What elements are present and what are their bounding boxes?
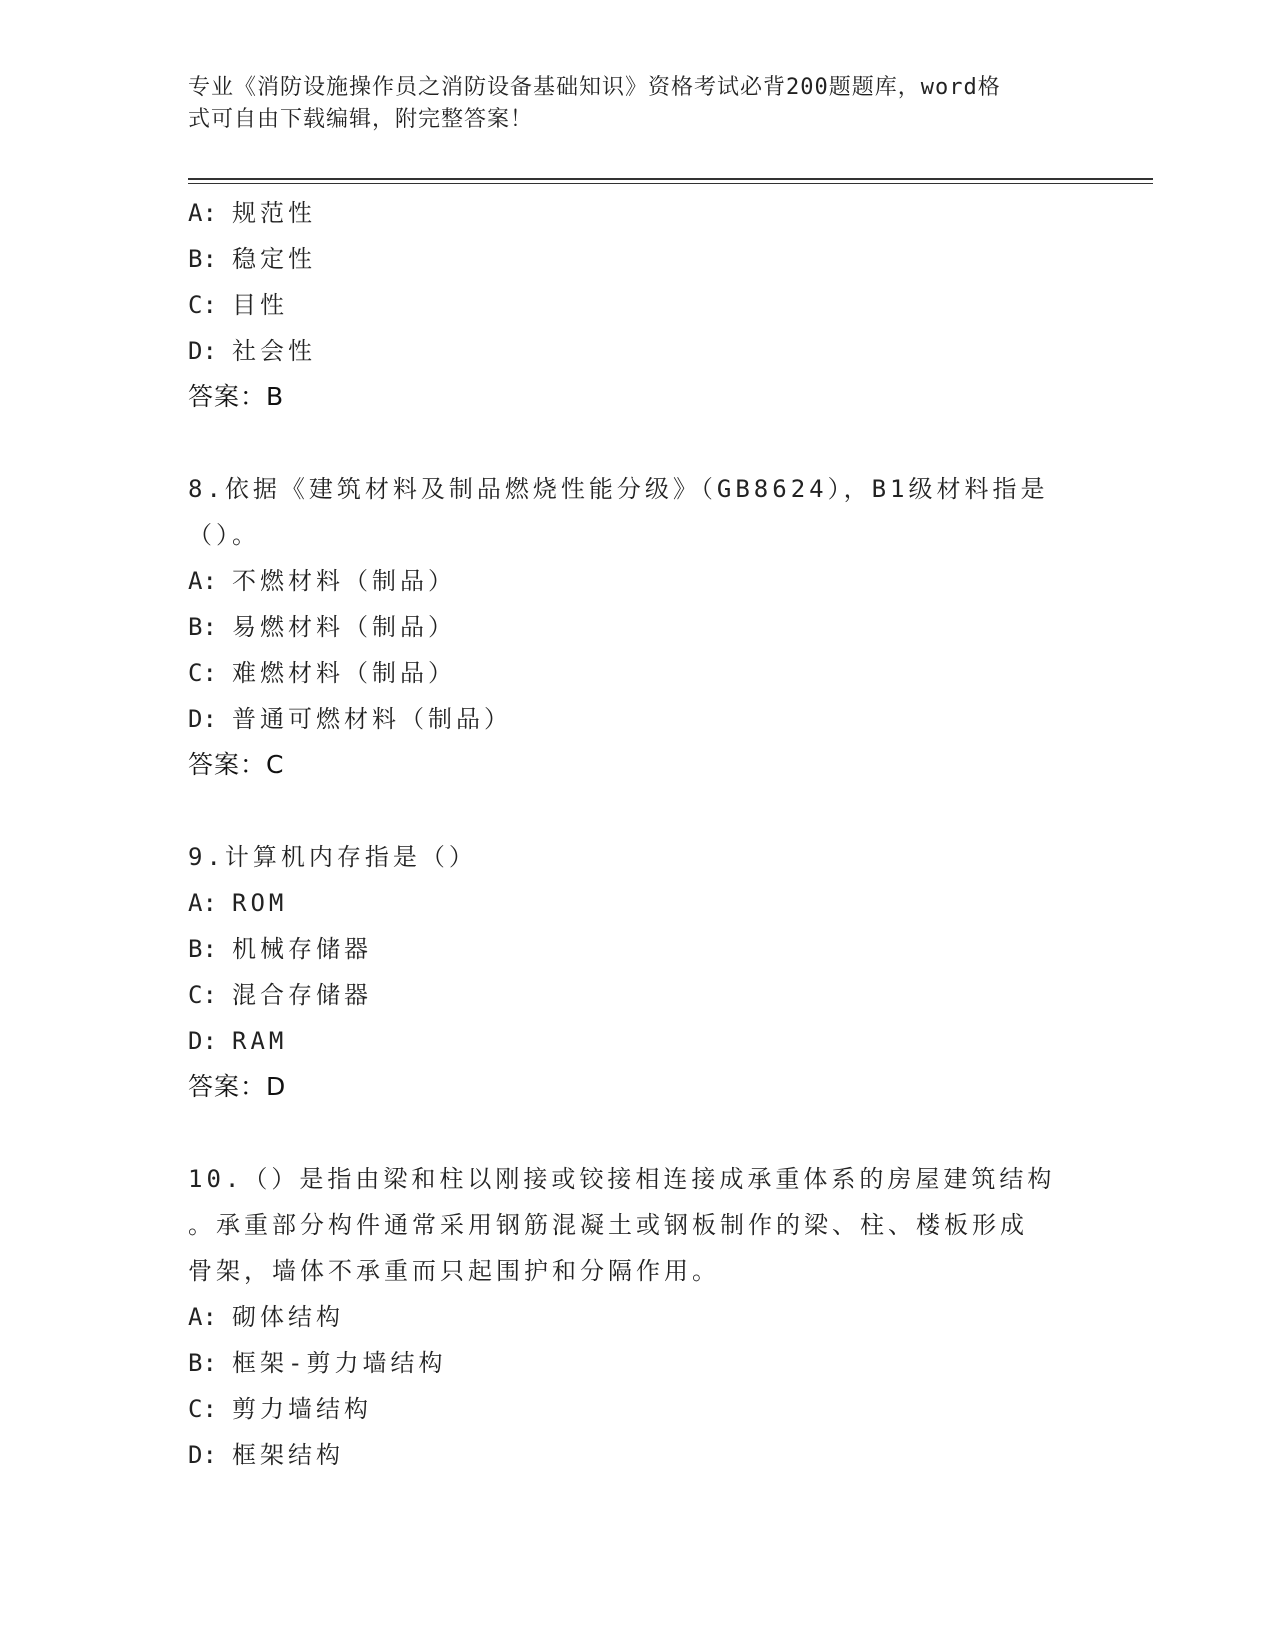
header-line-1: 专业《消防设施操作员之消防设备基础知识》资格考试必背200题题库，word格 (188, 75, 1001, 100)
q10-option-d: D: 框架结构 (188, 1441, 344, 1469)
q9-option-c: C: 混合存储器 (188, 981, 372, 1009)
question-10 (188, 1156, 1088, 1478)
q7-option-d: D: 社会性 (188, 337, 316, 365)
spacer (188, 1110, 1088, 1156)
spacer (188, 788, 1088, 834)
q7-option-b: B: 稳定性 (188, 245, 316, 273)
q9-option-a: A: ROM (188, 889, 288, 917)
q8-stem-line-1: 8.依据《建筑材料及制品燃烧性能分级》（GB8624），B1级材料指是 (188, 475, 1049, 503)
spacer (188, 420, 1088, 466)
q7-answer: 答案：B (188, 382, 285, 411)
q9-option-b: B: 机械存储器 (188, 935, 372, 963)
question-list (188, 190, 1088, 1478)
q9-option-d: D: RAM (188, 1027, 288, 1055)
q8-option-d: D: 普通可燃材料（制品） (188, 705, 512, 733)
q10-stem-line-1: 10.（）是指由梁和柱以刚接或铰接相连接成承重体系的房屋建筑结构 (188, 1165, 1056, 1193)
q8-stem-line-2: （）。 (188, 521, 260, 549)
q7-option-c: C: 目性 (188, 291, 288, 319)
q10-option-c: C: 剪力墙结构 (188, 1395, 372, 1423)
q10-stem-line-3: 骨架，墙体不承重而只起围护和分隔作用。 (188, 1257, 720, 1285)
question-7 (188, 190, 1088, 420)
header-divider-thin (188, 183, 1153, 184)
q10-option-b: B: 框架-剪力墙结构 (188, 1349, 447, 1377)
q9-answer: 答案：D (188, 1072, 287, 1101)
q7-option-a: A: 规范性 (188, 199, 316, 227)
q8-option-b: B: 易燃材料（制品） (188, 613, 456, 641)
header-divider-thick (188, 178, 1153, 180)
q9-stem-line-1: 9.计算机内存指是（） (188, 843, 477, 871)
q8-option-a: A: 不燃材料（制品） (188, 567, 456, 595)
q8-answer: 答案：C (188, 750, 285, 779)
document-header (188, 72, 1068, 136)
question-9 (188, 834, 1088, 1110)
q10-stem-line-2: 。承重部分构件通常采用钢筋混凝土或钢板制作的梁、柱、楼板形成 (188, 1211, 1028, 1239)
q10-option-a: A: 砌体结构 (188, 1303, 344, 1331)
header-line-2: 式可自由下载编辑，附完整答案！ (188, 107, 534, 132)
question-8 (188, 466, 1088, 788)
q8-option-c: C: 难燃材料（制品） (188, 659, 456, 687)
